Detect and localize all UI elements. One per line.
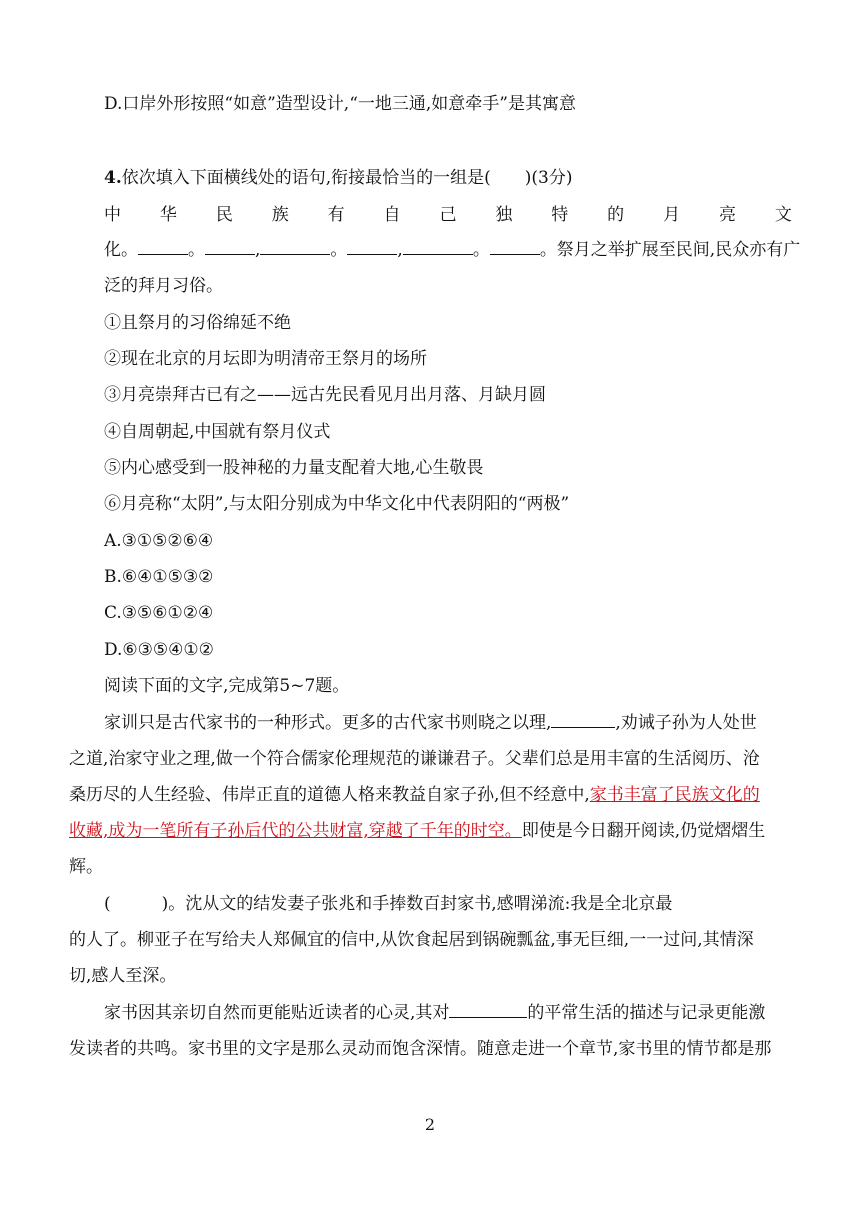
p1-line5: 辉。 — [69, 857, 103, 877]
q4-item-5: ⑤内心感受到一股神秘的力量支配着大地,心生敬畏 — [104, 458, 484, 478]
q4-passage-line3: 泛的拜月习俗。 — [104, 276, 223, 296]
q4-item-4: ④自周朝起,中国就有祭月仪式 — [104, 422, 331, 442]
q4-lead-char: 民 — [215, 205, 233, 225]
q4-passage-line2: 化。 。 , 。 , 。 。祭月之举扩展至民间,民众亦有广 — [104, 240, 801, 260]
answer-blank — [347, 238, 397, 255]
p1-line4-text: 即使是今日翻开阅读,仍觉熠熠生 — [521, 821, 766, 841]
p3-line1 — [104, 1001, 765, 1025]
answer-blank — [403, 238, 473, 255]
p2-line3: 切,感人至深。 — [69, 966, 177, 986]
answer-blank — [205, 238, 255, 255]
p1-line4-highlight: 收藏,成为一笔所有子孙后代的公共财富,穿越了千年的时空。 — [69, 821, 522, 841]
q4-lead-char: 的 — [607, 205, 625, 225]
p3-line2: 发读者的共鸣。家书里的文字是那么灵动而饱含深情。随意走进一个章节,家书里的情节都是那 — [69, 1039, 772, 1059]
p1-line3-highlight: 家书丰富了民族文化的 — [589, 785, 760, 805]
answer-blank — [449, 1001, 527, 1018]
q4-stem — [104, 166, 573, 190]
answer-blank — [551, 711, 615, 728]
q4-lead-char: 亮 — [718, 205, 736, 225]
p1-line2: 之道,治家守业之理,做一个符合儒家伦理规范的谦谦君子。父辈们总是用丰富的生活阅历、沧 — [69, 749, 760, 769]
p1-line3-text: 桑历尽的人生经验、伟岸正直的道德人格来教益自家子孙,但不经意中, — [69, 785, 590, 805]
p1-line1 — [104, 711, 757, 735]
q4-option-c: C.③⑤⑥①②④ — [104, 603, 214, 623]
p3-line1-a: 家书因其亲切自然而更能贴近读者的心灵,其对 — [104, 1003, 450, 1023]
q3-option-d: D.口岸外形按照“如意”造型设计,“一地三通,如意牵手”是其寓意 — [104, 94, 576, 114]
q4-item-2: ②现在北京的月坛即为明清帝王祭月的场所 — [104, 349, 427, 369]
q4-line2-end: 。祭月之举扩展至民间,民众亦有广 — [539, 240, 801, 260]
q4-option-b: B.⑥④①⑤③② — [104, 567, 214, 587]
q4-item-6: ⑥月亮称“太阴”,与太阳分别成为中华文化中代表阴阳的“两极” — [104, 494, 570, 514]
p1-line4 — [69, 819, 765, 843]
q4-lead-char: 独 — [495, 205, 513, 225]
q4-lead-char: 特 — [551, 205, 569, 225]
q4-number: 4. — [104, 168, 122, 188]
q4-passage-line1 — [104, 203, 792, 227]
q4-option-a: A.③①⑤②⑥④ — [104, 531, 214, 551]
answer-blank — [260, 238, 330, 255]
q4-line2-start: 化。 — [104, 240, 138, 260]
p1-line3 — [69, 783, 760, 807]
p3-line1-b: 的平常生活的描述与记录更能激 — [527, 1003, 766, 1023]
q4-lead-char: 族 — [271, 205, 289, 225]
p1-line1-b: ,劝诫子孙为人处世 — [615, 713, 757, 733]
q4-item-3: ③月亮崇拜古已有之——远古先民看见月出月落、月缺月圆 — [104, 385, 546, 405]
answer-blank — [138, 238, 188, 255]
p2-line1: ( )。沈从文的结发妻子张兆和手捧数百封家书,感喟涕流:我是全北京最 — [104, 894, 673, 914]
q4-lead-char: 华 — [159, 205, 177, 225]
reading-intro: 阅读下面的文字,完成第5~7题。 — [104, 676, 350, 696]
q4-lead-char: 有 — [327, 205, 345, 225]
q4-lead-char: 己 — [439, 205, 457, 225]
q4-lead-char: 文 — [774, 205, 792, 225]
p2-line2: 的人了。柳亚子在写给夫人郑佩宜的信中,从饮食起居到锅碗瓢盆,事无巨细,一一过问,其情深 — [69, 930, 754, 950]
q4-stem-text: 依次填入下面横线处的语句,衔接最恰当的一组是( )(3分) — [121, 168, 573, 188]
q4-option-d: D.⑥③⑤④①② — [104, 640, 214, 660]
answer-blank — [490, 238, 540, 255]
q4-lead-char: 自 — [383, 205, 401, 225]
q4-lead-char: 中 — [104, 205, 121, 225]
p1-line1-a: 家训只是古代家书的一种形式。更多的古代家书则晓之以理, — [104, 713, 552, 733]
q4-lead-char: 月 — [663, 205, 681, 225]
q4-item-1: ①且祭月的习俗绵延不绝 — [104, 313, 291, 333]
page-number: 2 — [424, 1115, 436, 1134]
